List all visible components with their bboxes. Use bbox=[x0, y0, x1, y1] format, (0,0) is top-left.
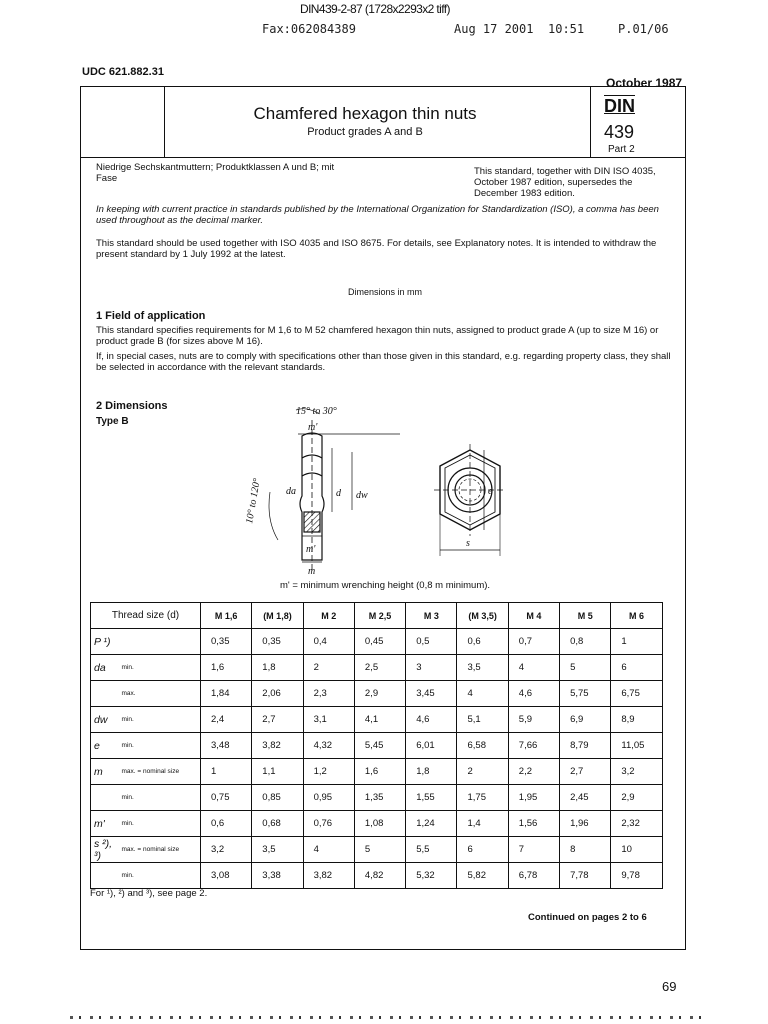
table-cell: 6 bbox=[457, 837, 508, 863]
table-cell: 8 bbox=[560, 837, 611, 863]
table-cell: 1,1 bbox=[252, 759, 303, 785]
table-cell: 1,6 bbox=[354, 759, 405, 785]
table-cell: 6 bbox=[611, 655, 662, 681]
dimensions-note: Dimensions in mm bbox=[347, 287, 423, 297]
table-cell: 2 bbox=[457, 759, 508, 785]
d-label: d bbox=[336, 488, 341, 499]
table-cell: 0,4 bbox=[303, 629, 354, 655]
row-symbol: dw bbox=[91, 707, 119, 733]
row-symbol bbox=[91, 681, 119, 707]
row-symbol: s ²), ³) bbox=[91, 837, 119, 863]
table-cell: 0,7 bbox=[508, 629, 559, 655]
continued-note: Continued on pages 2 to 6 bbox=[528, 912, 647, 923]
da-label: da bbox=[286, 486, 296, 497]
table-cell: 0,85 bbox=[252, 785, 303, 811]
table-cell: 3 bbox=[406, 655, 457, 681]
table-row bbox=[91, 655, 663, 681]
table-cell: 1 bbox=[201, 759, 252, 785]
table-row bbox=[91, 733, 663, 759]
standard-date: October 1987 bbox=[606, 76, 683, 90]
col-header: M 4 bbox=[508, 603, 559, 629]
table-cell: 5,9 bbox=[508, 707, 559, 733]
table-cell: 4 bbox=[303, 837, 354, 863]
table-cell: 2,2 bbox=[508, 759, 559, 785]
table-cell: 0,75 bbox=[201, 785, 252, 811]
table-cell: 5,5 bbox=[406, 837, 457, 863]
col-header: M 5 bbox=[560, 603, 611, 629]
table-cell: 5,32 bbox=[406, 863, 457, 889]
table-cell: 1,56 bbox=[508, 811, 559, 837]
table-cell: 1,55 bbox=[406, 785, 457, 811]
decimal-marker-note: In keeping with current practice in standards published by the International Organization for Standardization (ISO), a comma has been used throughout as the decimal marker. bbox=[96, 204, 659, 226]
section-2-heading: 2 Dimensions bbox=[96, 400, 168, 412]
german-title: Niedrige Sechskantmuttern; Produktklassen A und B; mit Fase bbox=[96, 162, 335, 184]
din-part: Part 2 bbox=[608, 144, 635, 155]
table-header-row bbox=[91, 603, 663, 629]
col-header: M 6 bbox=[611, 603, 662, 629]
table-cell: 4 bbox=[508, 655, 559, 681]
table-cell: 5 bbox=[354, 837, 405, 863]
file-info-line: DIN439-2-87 (1728x2293x2 tiff) bbox=[300, 2, 450, 16]
table-cell: 6,75 bbox=[611, 681, 662, 707]
table-cell: 1,8 bbox=[406, 759, 457, 785]
din-number: 439 bbox=[604, 122, 635, 142]
table-cell: 0,35 bbox=[252, 629, 303, 655]
din-label: DIN bbox=[604, 96, 635, 116]
row-symbol: m bbox=[91, 759, 119, 785]
col-header: M 2,5 bbox=[354, 603, 405, 629]
m-label: m bbox=[308, 566, 316, 577]
table-cell: 7,66 bbox=[508, 733, 559, 759]
table-cell: 1,24 bbox=[406, 811, 457, 837]
udc-code: UDC 621.882.31 bbox=[82, 66, 164, 78]
table-cell: 1 bbox=[611, 629, 662, 655]
row-qualifier: min. bbox=[119, 811, 201, 837]
table-cell: 4 bbox=[457, 681, 508, 707]
table-cell: 10 bbox=[611, 837, 662, 863]
table-cell: 1,75 bbox=[457, 785, 508, 811]
table-cell: 3,08 bbox=[201, 863, 252, 889]
footnote: For ¹), ²) and ³), see page 2. bbox=[90, 888, 208, 899]
row-qualifier: min. bbox=[119, 733, 201, 759]
table-cell: 1,95 bbox=[508, 785, 559, 811]
table-cell: 1,2 bbox=[303, 759, 354, 785]
table-cell: 0,68 bbox=[252, 811, 303, 837]
table-cell: 1,4 bbox=[457, 811, 508, 837]
table-cell: 2,45 bbox=[560, 785, 611, 811]
table-cell: 0,45 bbox=[354, 629, 405, 655]
table-cell: 6,78 bbox=[508, 863, 559, 889]
table-cell: 3,2 bbox=[201, 837, 252, 863]
row-symbol: m' bbox=[91, 811, 119, 837]
angle-side-label: 10° to 120° bbox=[244, 477, 263, 525]
table-cell: 7 bbox=[508, 837, 559, 863]
fax-date: Aug 17 2001 bbox=[454, 22, 534, 36]
row-symbol: da bbox=[91, 655, 119, 681]
row-qualifier: max. = nominal size bbox=[119, 837, 201, 863]
row-symbol: e bbox=[91, 733, 119, 759]
table-cell: 2 bbox=[303, 655, 354, 681]
table-row bbox=[91, 811, 663, 837]
table-cell: 7,78 bbox=[560, 863, 611, 889]
table-cell: 4,82 bbox=[354, 863, 405, 889]
angle-arc-side bbox=[269, 492, 278, 540]
table-cell: 5,1 bbox=[457, 707, 508, 733]
title-divider-right bbox=[590, 86, 591, 158]
table-cell: 4,1 bbox=[354, 707, 405, 733]
table-cell: 9,78 bbox=[611, 863, 662, 889]
fax-number: Fax:062084389 bbox=[262, 22, 356, 36]
row-symbol: P ¹) bbox=[91, 629, 119, 655]
table-cell: 3,1 bbox=[303, 707, 354, 733]
page-number: 69 bbox=[662, 979, 677, 994]
table-cell: 1,84 bbox=[201, 681, 252, 707]
table-cell: 2,4 bbox=[201, 707, 252, 733]
fax-time: 10:51 bbox=[548, 22, 585, 36]
table-cell: 1,35 bbox=[354, 785, 405, 811]
col-header: M 1,6 bbox=[201, 603, 252, 629]
row-qualifier: min. bbox=[119, 707, 201, 733]
dw-label: dw bbox=[356, 490, 368, 501]
table-cell: 3,5 bbox=[457, 655, 508, 681]
title-divider-left bbox=[164, 86, 165, 158]
table-cell: 4,32 bbox=[303, 733, 354, 759]
table-cell: 3,2 bbox=[611, 759, 662, 785]
table-cell: 6,01 bbox=[406, 733, 457, 759]
m-prime-top-label: m' bbox=[308, 422, 318, 433]
table-cell: 2,9 bbox=[354, 681, 405, 707]
table-row bbox=[91, 629, 663, 655]
m-prime-bottom-label: m' bbox=[306, 544, 316, 555]
table-cell: 3,48 bbox=[201, 733, 252, 759]
section-1-paragraph-2: If, in special cases, nuts are to comply with specifications other than those given in this standard, e.g. regarding property class, they shall be selected in accordance with the relevant standards. bbox=[96, 351, 671, 373]
table-cell: 2,5 bbox=[354, 655, 405, 681]
table-cell: 2,7 bbox=[252, 707, 303, 733]
row-qualifier: min. bbox=[119, 785, 201, 811]
table-cell: 2,32 bbox=[611, 811, 662, 837]
document-subtitle: Product grades A and B bbox=[307, 126, 423, 138]
thread-size-header: Thread size (d) bbox=[91, 603, 201, 629]
table-cell: 0,6 bbox=[201, 811, 252, 837]
table-cell: 6,9 bbox=[560, 707, 611, 733]
table-cell: 8,9 bbox=[611, 707, 662, 733]
table-cell: 0,5 bbox=[406, 629, 457, 655]
scan-artifact bbox=[70, 1016, 710, 1019]
section-1-heading: 1 Field of application bbox=[96, 310, 206, 322]
table-cell: 6,58 bbox=[457, 733, 508, 759]
supersedes-note: This standard, together with DIN ISO 4035, October 1987 edition, supersedes the December 1983 edition. bbox=[474, 166, 656, 199]
table-cell: 1,96 bbox=[560, 811, 611, 837]
table-cell: 2,7 bbox=[560, 759, 611, 785]
table-row bbox=[91, 759, 663, 785]
e-label: e bbox=[488, 486, 493, 497]
table-cell: 2,06 bbox=[252, 681, 303, 707]
table-cell: 0,76 bbox=[303, 811, 354, 837]
table-cell: 3,82 bbox=[252, 733, 303, 759]
row-qualifier: min. bbox=[119, 863, 201, 889]
table-cell: 0,35 bbox=[201, 629, 252, 655]
section-1-paragraph-1: This standard specifies requirements for M 1,6 to M 52 chamfered hexagon thin nuts, assigned to product grade A (up to size M 16) or product grade B (for sizes above M 16). bbox=[96, 325, 659, 347]
usage-paragraph: This standard should be used together with ISO 4035 and ISO 8675. For details, see Explanatory notes. It is intended to withdraw the present standard by 1 July 1992 at the latest. bbox=[96, 238, 657, 260]
table-cell: 1,8 bbox=[252, 655, 303, 681]
table-cell: 11,05 bbox=[611, 733, 662, 759]
angle-top-label: 15° to 30° bbox=[296, 406, 337, 417]
table-cell: 4,6 bbox=[406, 707, 457, 733]
fax-page: P.01/06 bbox=[618, 22, 669, 36]
table-cell: 1,08 bbox=[354, 811, 405, 837]
table-cell: 2,3 bbox=[303, 681, 354, 707]
table-row bbox=[91, 707, 663, 733]
row-symbol bbox=[91, 785, 119, 811]
table-row bbox=[91, 863, 663, 889]
col-header: (M 3,5) bbox=[457, 603, 508, 629]
type-label: Type B bbox=[96, 416, 129, 427]
table-cell: 0,6 bbox=[457, 629, 508, 655]
row-qualifier: min. bbox=[119, 655, 201, 681]
row-qualifier: max. = nominal size bbox=[119, 759, 201, 785]
table-cell: 3,45 bbox=[406, 681, 457, 707]
table-cell: 4,6 bbox=[508, 681, 559, 707]
table-cell: 8,79 bbox=[560, 733, 611, 759]
row-qualifier: max. bbox=[119, 681, 201, 707]
table-cell: 5,82 bbox=[457, 863, 508, 889]
table-cell: 5,75 bbox=[560, 681, 611, 707]
row-qualifier bbox=[119, 629, 201, 655]
col-header: (M 1,8) bbox=[252, 603, 303, 629]
table-cell: 0,95 bbox=[303, 785, 354, 811]
table-cell: 2,9 bbox=[611, 785, 662, 811]
s-label: s bbox=[466, 538, 470, 549]
document-title: Chamfered hexagon thin nuts bbox=[253, 104, 477, 123]
dimensions-table bbox=[90, 602, 663, 889]
col-header: M 3 bbox=[406, 603, 457, 629]
table-cell: 3,82 bbox=[303, 863, 354, 889]
table-cell: 3,5 bbox=[252, 837, 303, 863]
table-row bbox=[91, 681, 663, 707]
table-cell: 5,45 bbox=[354, 733, 405, 759]
nut-drawing bbox=[240, 400, 540, 580]
table-cell: 3,38 bbox=[252, 863, 303, 889]
table-row bbox=[91, 785, 663, 811]
table-cell: 0,8 bbox=[560, 629, 611, 655]
col-header: M 2 bbox=[303, 603, 354, 629]
table-cell: 5 bbox=[560, 655, 611, 681]
table-cell: 1,6 bbox=[201, 655, 252, 681]
row-symbol bbox=[91, 863, 119, 889]
m-prime-note: m' = minimum wrenching height (0,8 m minimum). bbox=[279, 580, 491, 591]
table-row bbox=[91, 837, 663, 863]
